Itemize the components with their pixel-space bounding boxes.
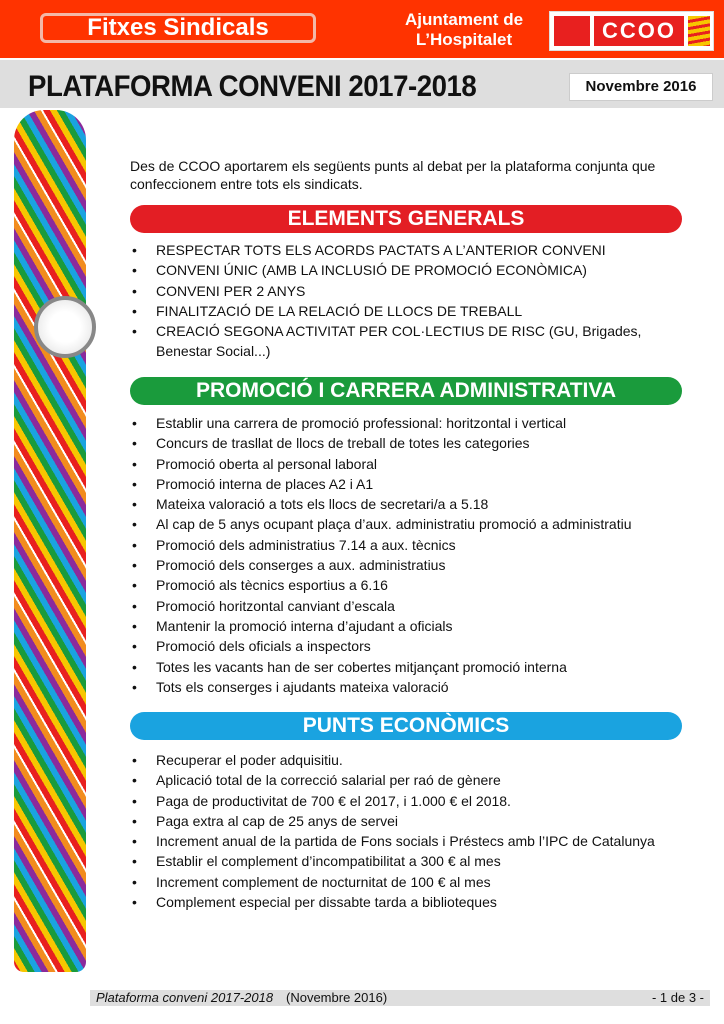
list-item: • Mantenir la promoció interna d’ajudant a oficials bbox=[130, 616, 685, 636]
list-item: • CONVENI PER 2 ANYS bbox=[130, 281, 685, 301]
section-header-elements-generals: ELEMENTS GENERALS bbox=[130, 205, 682, 233]
date-badge: Novembre 2016 bbox=[569, 73, 713, 101]
catalan-flag-icon bbox=[688, 16, 710, 46]
list-item: • Increment anual de la partida de Fons socials i Préstecs amb l’IPC de Catalunya bbox=[130, 831, 685, 851]
list-item: • CONVENI ÚNIC (AMB LA INCLUSIÓ DE PROMOCIÓ ECONÒMICA) bbox=[130, 260, 685, 280]
series-label: Fitxes Sindicals bbox=[40, 13, 316, 43]
list-item: • Promoció interna de places A2 i A1 bbox=[130, 474, 685, 494]
list-promocio bbox=[130, 413, 685, 697]
decorative-rope-image bbox=[14, 110, 86, 972]
list-item: • Increment complement de nocturnitat de 100 € al mes bbox=[130, 872, 685, 892]
list-item: • Promoció dels administratius 7.14 a aux. tècnics bbox=[130, 535, 685, 555]
magnifier-icon bbox=[34, 296, 96, 358]
list-item: • Totes les vacants han de ser cobertes mitjançant promoció interna bbox=[130, 657, 685, 677]
footer-date: (Novembre 2016) bbox=[286, 990, 388, 1005]
ajuntament-line1: Ajuntament de bbox=[404, 10, 524, 29]
list-item: • Promoció oberta al personal laboral bbox=[130, 454, 685, 474]
list-item: • Establir el complement d’incompatibilitat a 300 € al mes bbox=[130, 851, 685, 871]
list-item: • Paga extra al cap de 25 anys de servei bbox=[130, 811, 685, 831]
section-header-promocio: PROMOCIÓ I CARRERA ADMINISTRATIVA bbox=[130, 377, 682, 405]
ajuntament-line2: L’Hospitalet bbox=[415, 30, 513, 49]
page-number: - 1 de 3 - bbox=[651, 990, 704, 1005]
list-item: • Tots els conserges i ajudants mateixa valoració bbox=[130, 677, 685, 697]
list-item: • CREACIÓ SEGONA ACTIVITAT PER COL·LECTIUS DE RISC (GU, Brigades, Benestar Social...) bbox=[130, 321, 685, 362]
list-item: • Promoció dels oficials a inspectors bbox=[130, 636, 685, 656]
list-item: • Promoció horitzontal canviant d’escala bbox=[130, 596, 685, 616]
ajuntament-label bbox=[394, 10, 534, 50]
logo-text: CCOO bbox=[594, 16, 684, 46]
logo-mark-icon bbox=[554, 16, 590, 46]
list-item: • Mateixa valoració a tots els llocs de secretari/a a 5.18 bbox=[130, 494, 685, 514]
list-item: • RESPECTAR TOTS ELS ACORDS PACTATS A L’ANTERIOR CONVENI bbox=[130, 240, 685, 260]
list-item: • Complement especial per dissabte tarda a biblioteques bbox=[130, 892, 685, 912]
list-item: • Promoció als tècnics esportius a 6.16 bbox=[130, 575, 685, 595]
list-punts-economics bbox=[130, 750, 685, 912]
footer bbox=[90, 990, 710, 1006]
list-item: • Paga de productivitat de 700 € el 2017, i 1.000 € el 2018. bbox=[130, 791, 685, 811]
intro-text: Des de CCOO aportarem els següents punts al debat per la plataforma conjunta que confeccionem entre tots els sindicats. bbox=[130, 158, 656, 192]
list-item: • Promoció dels conserges a aux. administratius bbox=[130, 555, 685, 575]
ccoo-logo bbox=[549, 11, 714, 51]
list-item: • Aplicació total de la correcció salarial per raó de gènere bbox=[130, 770, 685, 790]
section-header-punts-economics: PUNTS ECONÒMICS bbox=[130, 712, 682, 740]
list-item: • Recuperar el poder adquisitiu. bbox=[130, 750, 685, 770]
list-item: • Concurs de trasllat de llocs de treball de totes les categories bbox=[130, 433, 685, 453]
list-elements-generals bbox=[130, 240, 685, 362]
list-item: • Establir una carrera de promoció professional: horitzontal i vertical bbox=[130, 413, 685, 433]
list-item: • Al cap de 5 anys ocupant plaça d’aux. administratiu promoció a administratiu bbox=[130, 514, 685, 534]
list-item: • FINALITZACIÓ DE LA RELACIÓ DE LLOCS DE TREBALL bbox=[130, 301, 685, 321]
page-title: PLATAFORMA CONVENI 2017-2018 bbox=[28, 70, 477, 103]
footer-title: Plataforma conveni 2017-2018 bbox=[96, 990, 274, 1005]
